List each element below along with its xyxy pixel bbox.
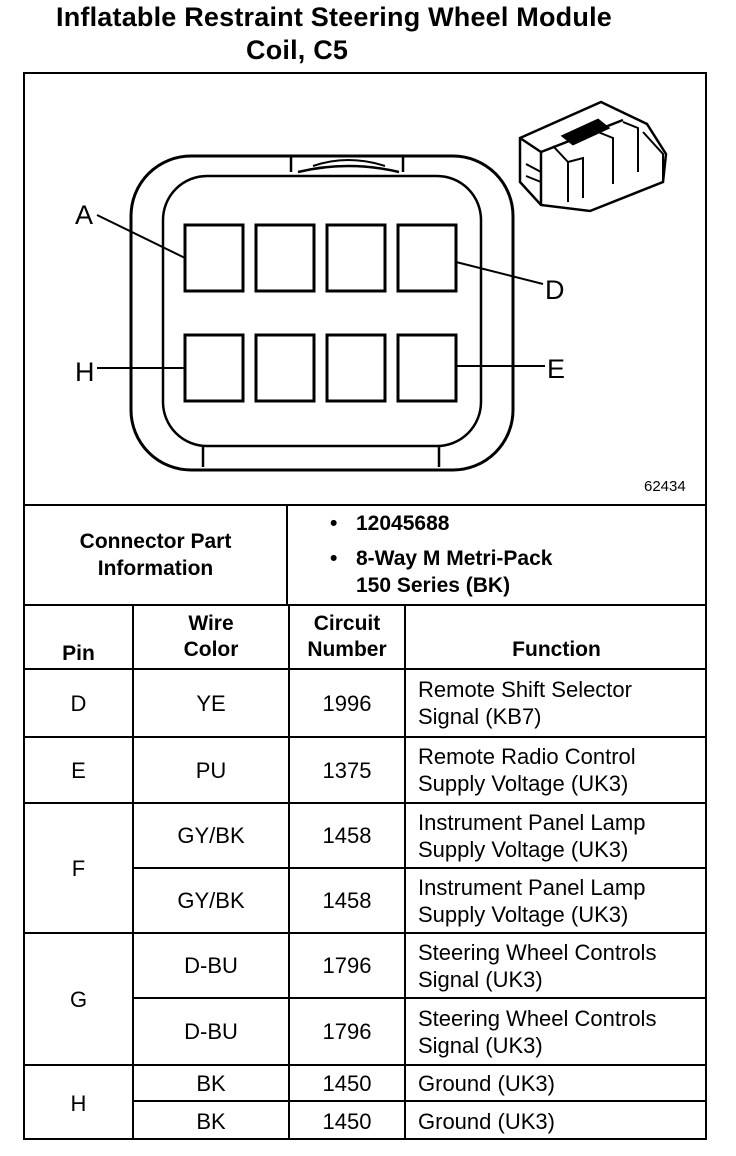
wire-color-cell: BK <box>196 1108 226 1134</box>
pin-label-e: E <box>547 354 566 384</box>
pin-cavity <box>398 225 456 291</box>
wire-color-cell: YE <box>196 690 226 716</box>
header-circuit-number: Circuit Number <box>307 612 387 661</box>
connector-pictogram <box>520 102 666 211</box>
page-title-line-2: Coil, C5 <box>246 35 349 65</box>
wire-color-cell: GY/BK <box>177 823 245 848</box>
bullet-icon: • <box>330 547 338 570</box>
pin-label-d: D <box>545 275 565 305</box>
connector-housing-inner <box>163 176 481 446</box>
wire-color-cell: PU <box>195 757 227 783</box>
part-number: 12045688 <box>356 512 450 535</box>
pin-cavity <box>327 335 385 401</box>
figure-number: 62434 <box>644 478 686 495</box>
function-cell: Ground (UK3) <box>418 1108 555 1134</box>
connector-info-label-line1: Connector Part <box>79 530 232 553</box>
connector-info-label-line2: Information <box>97 557 214 580</box>
function-cell: Ground (UK3) <box>418 1070 555 1096</box>
circuit-number-cell: 1796 <box>322 1019 372 1044</box>
pin-cell: H <box>70 1090 87 1116</box>
connector-series: 150 Series (BK) <box>356 574 511 597</box>
connector-type: 8-Way M Metri-Pack <box>356 547 553 570</box>
connector-face-diagram <box>23 72 707 506</box>
pin-label-h: H <box>75 357 95 387</box>
wire-color-cell: BK <box>196 1070 226 1096</box>
connector-housing-outer <box>131 156 513 470</box>
pin-cavity <box>327 225 385 291</box>
circuit-number-cell: 1458 <box>322 823 372 848</box>
pin-cavity <box>185 335 243 401</box>
pin-cavity <box>256 225 314 291</box>
circuit-number-cell: 1375 <box>322 757 372 783</box>
pin-cell: E <box>71 757 86 783</box>
circuit-number-cell: 1796 <box>322 953 372 978</box>
pin-cell: G <box>69 986 88 1012</box>
function-cell: Instrument Panel Lamp Supply Voltage (UK3) <box>418 874 646 927</box>
pin-cell: D <box>70 690 87 716</box>
function-cell: Steering Wheel Controls Signal (UK3) <box>418 1005 657 1058</box>
connector-info-values <box>330 510 552 599</box>
wire-color-cell: GY/BK <box>177 888 245 913</box>
circuit-number-cell: 1996 <box>322 690 372 716</box>
pin-cavity <box>398 335 456 401</box>
function-cell: Remote Shift Selector Signal (KB7) <box>418 677 632 729</box>
pin-cell: F <box>71 855 86 881</box>
circuit-number-cell: 1450 <box>322 1070 372 1096</box>
connector-info-label <box>25 506 286 604</box>
header-wire-color: Wire Color <box>183 612 239 661</box>
function-cell: Steering Wheel Controls Signal (UK3) <box>418 939 657 992</box>
connector-key <box>203 446 439 467</box>
wire-color-cell: D-BU <box>184 953 238 978</box>
connector-latch <box>291 156 403 172</box>
leader-line-a <box>97 215 185 258</box>
header-pin: Pin <box>62 642 95 665</box>
pin-label-a: A <box>75 200 94 230</box>
function-cell: Remote Radio Control Supply Voltage (UK3) <box>418 744 636 796</box>
circuit-number-cell: 1450 <box>322 1108 372 1134</box>
bullet-icon: • <box>330 512 338 535</box>
header-function: Function <box>512 638 601 661</box>
wire-color-cell: D-BU <box>184 1019 238 1044</box>
function-cell: Instrument Panel Lamp Supply Voltage (UK3) <box>418 809 646 862</box>
circuit-number-cell: 1458 <box>322 888 372 913</box>
pin-cavity <box>256 335 314 401</box>
pin-cavity <box>185 225 243 291</box>
leader-line-d <box>456 262 543 284</box>
page-title: Inflatable Restraint Steering Wheel Module <box>56 2 612 32</box>
